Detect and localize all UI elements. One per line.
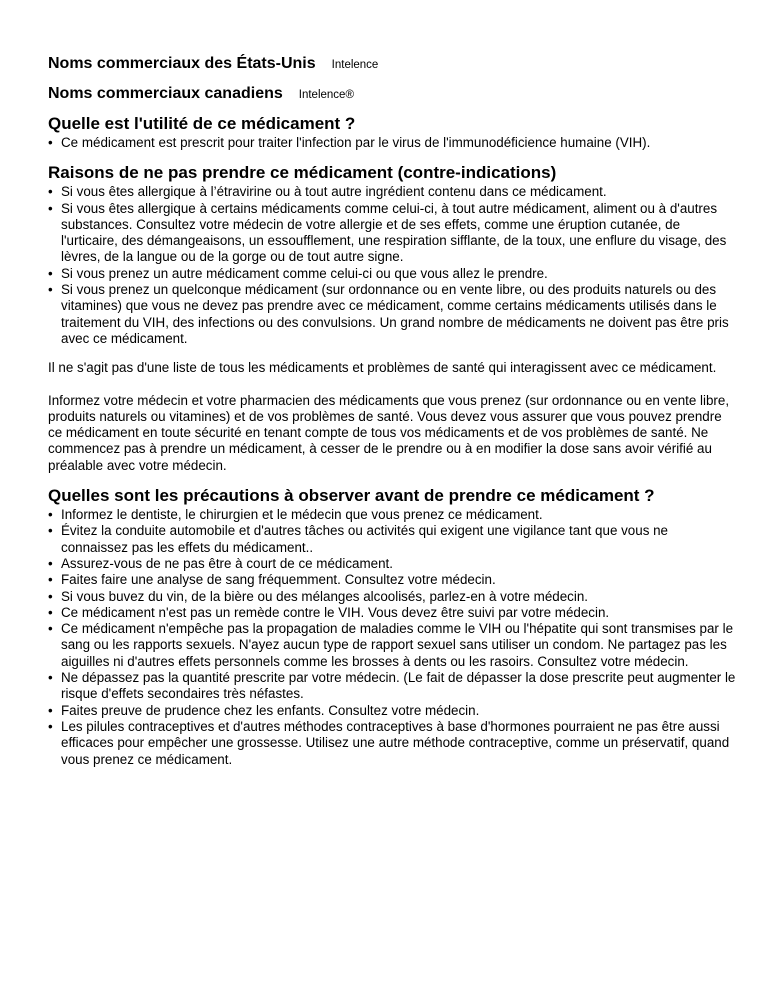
inform-doctor-paragraph: Informez votre médecin et votre pharmacien des médicaments que vous prenez (sur ordonnance ou en vente libre, produits naturels ou vitamines) et de vos problèmes de santé. Vous devez vous assurer que vous pouvez prendre ce médicament en toute sécurité en tenant compte de tous vos médicaments et de vos problèmes de santé. Ne commencez pas à prendre un médicament, à cesser de le prendre ou à en modifier la dose sans avoir vérifié au préalable avec votre médecin. (48, 392, 730, 473)
utility-list (48, 135, 738, 151)
list-item (48, 523, 738, 556)
list-item (48, 282, 738, 347)
list-item-text: Si vous êtes allergique à certains médicaments comme celui-ci, à tout autre médicament, aliment ou à d'autres substances. Consultez votre médecin de votre allergie et de ses effets, comme une éruption cutanée, de l'urticaire, des démangeaisons, un essoufflement, une respiration sifflante, de la toux, une enflure du visage, des lèvres, de la langue ou de la gorge ou de tout autre signe. (61, 200, 727, 265)
canadian-brand-value: Intelence® (298, 89, 354, 101)
list-item-text: Faites faire une analyse de sang fréquemment. Consultez votre médecin. (61, 572, 496, 588)
list-item (48, 703, 738, 719)
bullet-glyph: • (48, 718, 53, 734)
us-brand-value: Intelence (331, 59, 379, 71)
list-item (48, 266, 738, 282)
list-item (48, 184, 738, 200)
list-item-text: Assurez-vous de ne pas être à court de ce médicament. (61, 555, 393, 571)
list-item-text: Les pilules contraceptives et d'autres méthodes contraceptives à base d'hormones pourraient ne pas être aussi efficaces pour empêcher une grossesse. Utilisez une autre méthode contraceptive, comme un préservatif, quand vous prenez ce médicament. (61, 718, 730, 767)
interaction-note-paragraph: Il ne s'agit pas d'une liste de tous les médicaments et problèmes de santé qui interagissent avec ce médicament. (48, 360, 717, 376)
bullet-glyph: • (48, 184, 53, 200)
bullet-glyph: • (48, 265, 53, 281)
bullet-glyph: • (48, 507, 53, 523)
bullet-glyph: • (48, 282, 53, 298)
list-item (48, 605, 738, 621)
list-item-text: Ce médicament est prescrit pour traiter l'infection par le virus de l'immunodéficience humaine (VIH). (61, 135, 651, 150)
list-item-text: Si vous prenez un autre médicament comme celui-ci ou que vous allez le prendre. (61, 265, 548, 281)
section-heading-precautions: Quelles sont les précautions à observer avant de prendre ce médicament ? (48, 486, 655, 506)
list-item-text: Évitez la conduite automobile et d'autres tâches ou activités qui exigent une vigilance tant que vous ne connaissez pas les effets du médicament.. (61, 523, 669, 555)
list-item-text: Ce médicament n'est pas un remède contre le VIH. Vous devez être suivi par votre médecin. (61, 604, 610, 620)
bullet-glyph: • (48, 523, 53, 539)
list-item-text: Si vous prenez un quelconque médicament (sur ordonnance ou en vente libre, ou des produits naturels ou des vitamines) que vous ne devez pas prendre avec ce médicament, comme certains médicaments utilisés dans le traitement du VIH, des infections ou des convulsions. Un grand nombre de médicaments ne doivent pas être pris avec ce médicament. (61, 282, 729, 346)
list-item (48, 719, 738, 768)
bullet-glyph: • (48, 621, 53, 637)
list-item (48, 201, 738, 266)
list-item-text: Informez le dentiste, le chirurgien et le médecin que vous prenez ce médicament. (61, 507, 543, 523)
list-item (48, 670, 738, 703)
list-item (48, 589, 738, 605)
bullet-glyph: • (48, 702, 53, 718)
canadian-brand-label: Noms commerciaux canadiens (48, 85, 283, 102)
section-heading-utility: Quelle est l'utilité de ce médicament ? (48, 114, 356, 133)
list-item-text: Ne dépassez pas la quantité prescrite par votre médecin. (Le fait de dépasser la dose prescrite peut augmenter le risque d'effets secondaires très néfastes. (61, 670, 736, 702)
canadian-brand-names (48, 84, 738, 104)
section-heading-contraindications: Raisons de ne pas prendre ce médicament (contre-indications) (48, 163, 557, 183)
us-brand-label: Noms commerciaux des États-Unis (48, 55, 316, 72)
list-item-text: Ce médicament n'empêche pas la propagation de maladies comme le VIH ou l'hépatite qui sont transmises par le sang ou les rapports sexuels. N'ayez aucun type de rapport sexuel sans utiliser un condom. Ne partagez pas les aiguilles ni d'autres effets personnels comme les brosses à dents ou les rasoirs. Consultez votre médecin. (61, 621, 734, 669)
list-item (48, 621, 738, 670)
bullet-glyph: • (48, 572, 53, 588)
contraindications-list (48, 184, 738, 347)
list-item (48, 556, 738, 572)
list-item-text: Faites preuve de prudence chez les enfants. Consultez votre médecin. (61, 702, 480, 718)
list-item (48, 135, 738, 151)
bullet-glyph: • (48, 670, 53, 686)
list-item-text: Si vous buvez du vin, de la bière ou des mélanges alcoolisés, parlez-en à votre médecin. (61, 588, 588, 604)
bullet-glyph: • (48, 604, 53, 620)
list-item-text: Si vous êtes allergique à l’étravirine ou à tout autre ingrédient contenu dans ce médicament. (61, 184, 607, 200)
precautions-list (48, 507, 738, 768)
list-item (48, 507, 738, 523)
bullet-glyph: • (48, 135, 53, 150)
bullet-glyph: • (48, 555, 53, 571)
bullet-glyph: • (48, 200, 53, 216)
bullet-glyph: • (48, 588, 53, 604)
us-brand-names (48, 54, 738, 74)
list-item (48, 572, 738, 588)
